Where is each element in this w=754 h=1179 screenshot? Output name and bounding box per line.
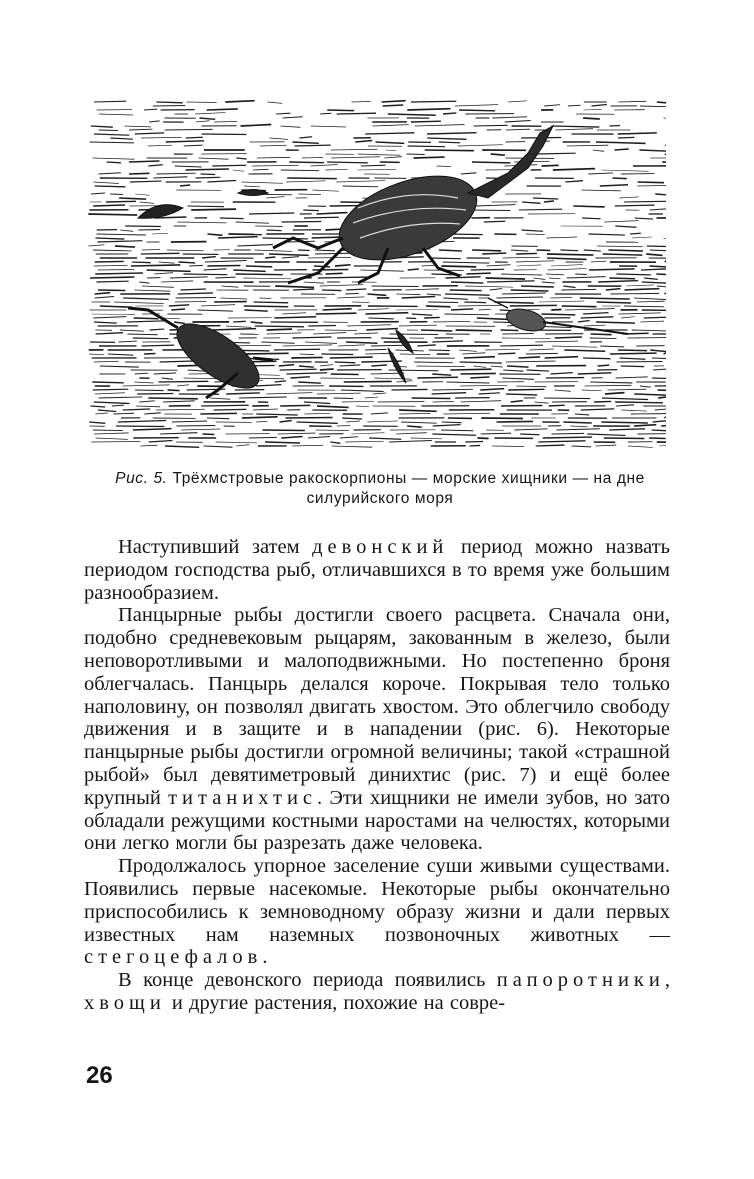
- page-number: 26: [86, 1062, 113, 1089]
- paragraph: Наступивший затем девонский период можно назвать периодом господства рыб, отличавшихся в то время уже большим разнообразием.: [84, 536, 670, 604]
- spaced-term: хвощи: [84, 991, 166, 1014]
- figure-caption: [84, 469, 676, 509]
- body-text: [84, 536, 670, 1015]
- spaced-term: девонский: [312, 536, 449, 558]
- spaced-term: титанихтис: [168, 786, 318, 809]
- sea-scorpions-illustration: [88, 98, 666, 450]
- paragraph: Продолжалось упорное заселение суши живыми существами. Появились первые насекомые. Некоторые рыбы окончательно приспособились к земноводному образу жизни и дали первых известных нам наземных позвоночных животных — стегоцефалов.: [84, 855, 670, 969]
- figure-label: Рис. 5.: [115, 470, 168, 487]
- paragraph: Панцырные рыбы достигли своего расцвета. Сначала они, подобно средневековым рыцарям, закованным в железо, были неповоротливыми и малоподвижными. Но постепенно броня облегчалась. Панцырь делался короче. Покрывая тело только наполовину, он позволял двигать хвостом. Это облегчило свободу движения и в защите и в нападении (рис. 6). Некоторые панцырные рыбы достигли огромной величины; такой «страшной рыбой» был девятиметровый динихтис (рис. 7) и ещё более крупный титанихтис. Эти хищники не имели зубов, но зато обладали режущими костными наростами на челюстях, которыми они легко могли бы разрезать даже человека.: [84, 604, 670, 855]
- spaced-term: стегоцефалов: [84, 946, 263, 969]
- spaced-term: папоротники: [496, 969, 665, 992]
- paragraph: В конце девонского периода появились папоротники, хвощи и другие растения, похожие на совре-: [84, 969, 670, 1014]
- figure-caption-text: Трёхмстровые ракоскорпионы — морские хищники — на дне силурийского моря: [172, 470, 645, 507]
